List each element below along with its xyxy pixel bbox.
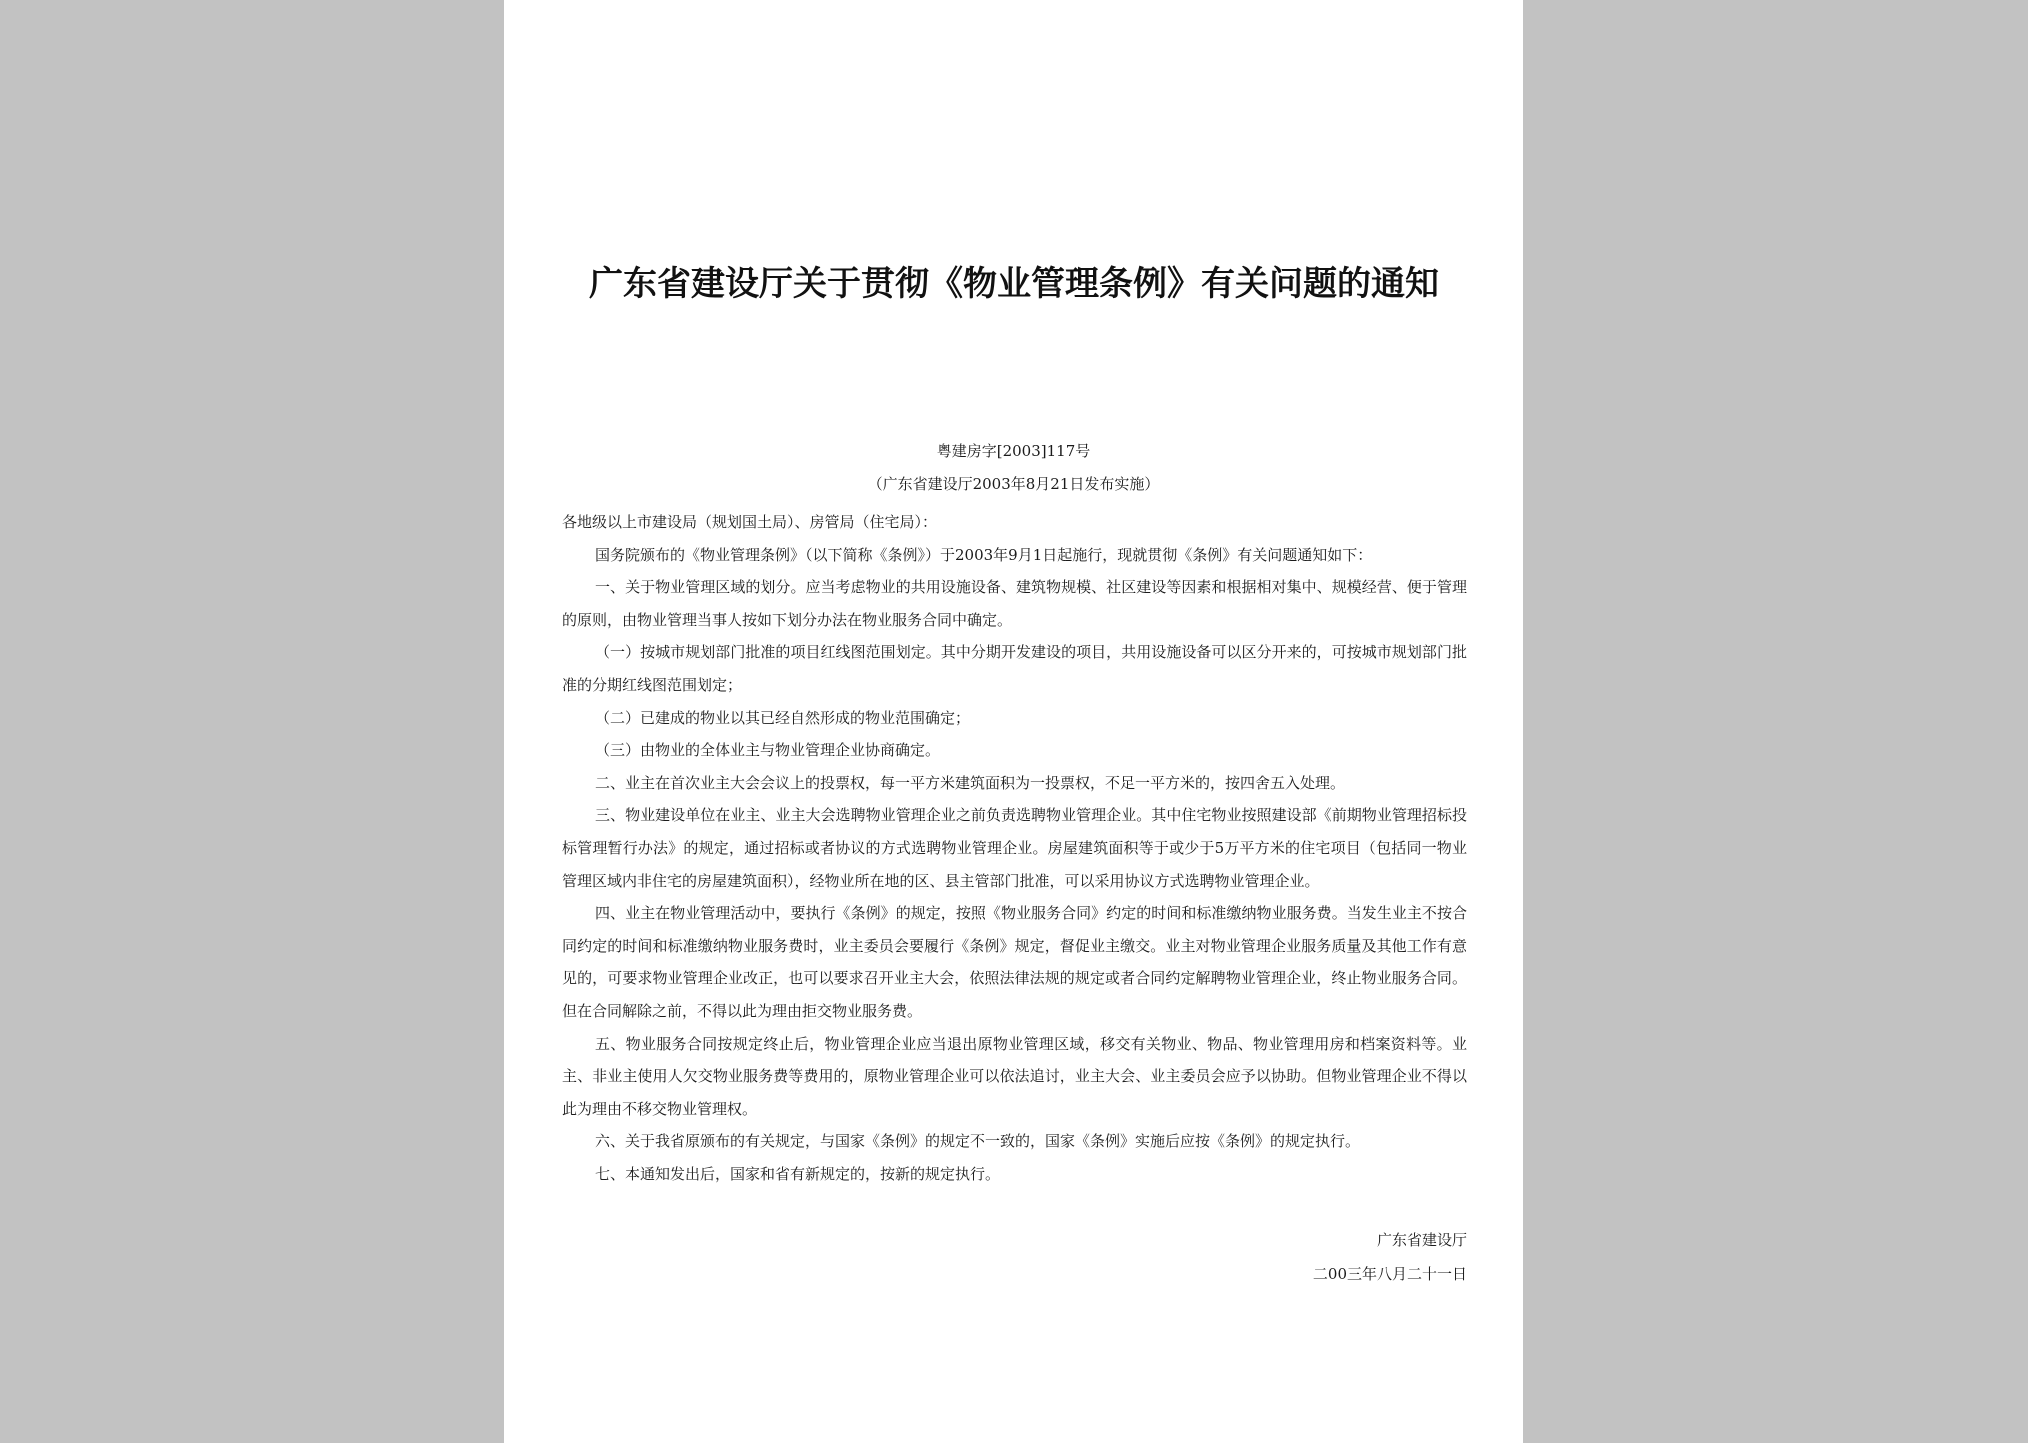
paragraph-4: 四、业主在物业管理活动中，要执行《条例》的规定，按照《物业服务合同》约定的时间和标准缴纳物业服务费。当发生业主不按合同约定的时间和标准缴纳物业服务费时，业主委员会要履行《条例》规定，督促业主缴交。业主对物业管理企业服务质量及其他工作有意见的，可要求物业管理企业改正，也可以要求召开业主大会，依照法律法规的规定或者合同约定解聘物业管理企业，终止物业服务合同。但在合同解除之前，不得以此为理由拒交物业服务费。 (562, 904, 1467, 1020)
paragraph-6: 六、关于我省原颁布的有关规定，与国家《条例》的规定不一致的，国家《条例》实施后应按《条例》的规定执行。 (595, 1132, 1361, 1151)
paragraph-3: 三、物业建设单位在业主、业主大会选聘物业管理企业之前负责选聘物业管理企业。其中住宅物业按照建设部《前期物业管理招标投标管理暂行办法》的规定，通过招标或者协议的方式选聘物业管理企业。房屋建筑面积等于或少于5万平方米的住宅项目（包括同一物业管理区域内非住宅的房屋建筑面积），经物业所在地的区、县主管部门批准，可以采用协议方式选聘物业管理企业。 (562, 806, 1467, 890)
paragraph-intro: 国务院颁布的《物业管理条例》（以下简称《条例》）于2003年9月1日起施行，现就贯彻《条例》有关问题通知如下： (595, 545, 1373, 564)
document-page (504, 0, 1523, 1443)
paragraph-7: 七、本通知发出后，国家和省有新规定的，按新的规定执行。 (595, 1164, 1001, 1183)
paragraph-1: 一、关于物业管理区域的划分。应当考虑物业的共用设施设备、建筑物规模、社区建设等因素和根据相对集中、规模经营、便于管理的原则，由物业管理当事人按如下划分办法在物业服务合同中确定。 (562, 578, 1467, 629)
paragraph-2: 二、业主在首次业主大会会议上的投票权，每一平方米建筑面积为一投票权，不足一平方米的，按四舍五入处理。 (595, 773, 1346, 792)
document-title: 广东省建设厅关于贯彻《物业管理条例》有关问题的通知 (589, 264, 1439, 304)
document-body (562, 506, 1467, 1190)
signature-organization: 广东省建设厅 (1376, 1231, 1467, 1249)
paragraph-1-c: （三）由物业的全体业主与物业管理企业协商确定。 (595, 741, 941, 760)
paragraph-5: 五、物业服务合同按规定终止后，物业管理企业应当退出原物业管理区域，移交有关物业、物品、物业管理用房和档案资料等。业主、非业主使用人欠交物业服务费等费用的，原物业管理企业可以依法追讨，业主大会、业主委员会应予以协助。但物业管理企业不得以此为理由不移交物业管理权。 (562, 1034, 1467, 1118)
issued-note: （广东省建设厅2003年8月21日发布实施） (867, 475, 1160, 493)
signature-date: 二00三年八月二十一日 (1312, 1265, 1467, 1283)
paragraph-1-b: （二）已建成的物业以其已经自然形成的物业范围确定； (595, 708, 971, 727)
paragraph-1-a: （一）按城市规划部门批准的项目红线图范围划定。其中分期开发建设的项目，共用设施设备可以区分开来的，可按城市规划部门批准的分期红线图范围划定； (562, 643, 1467, 694)
salutation: 各地级以上市建设局（规划国土局）、房管局（住宅局）： (562, 513, 938, 531)
document-number: 粤建房字[2003]117号 (936, 442, 1091, 460)
